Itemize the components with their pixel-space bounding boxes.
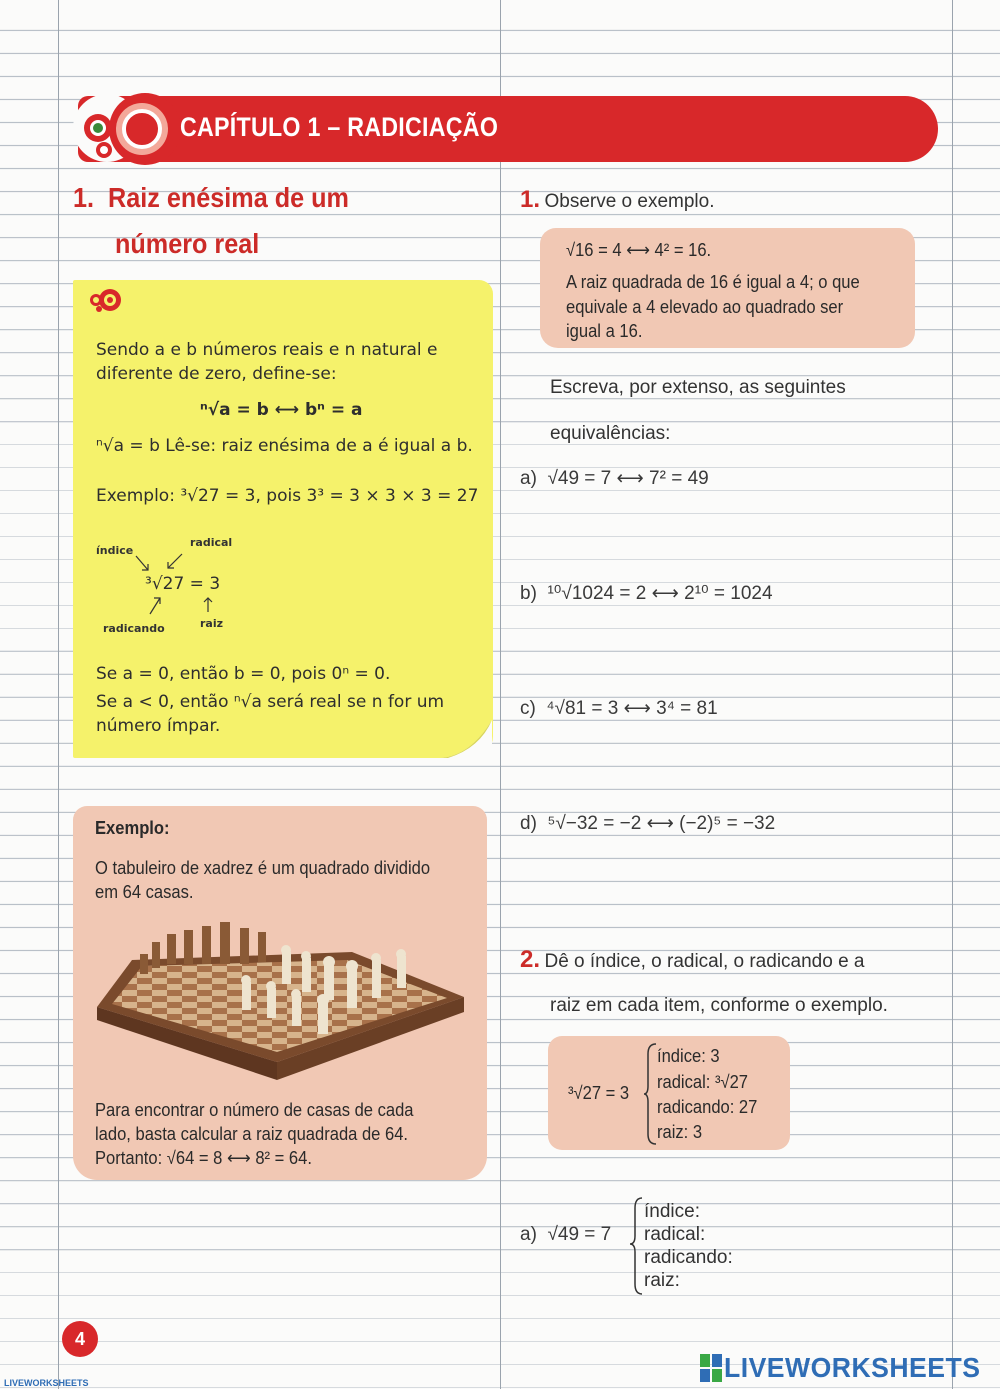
q2-item-a-brace — [630, 1196, 644, 1296]
target-circles-icon — [70, 92, 180, 167]
q2-example-brace — [644, 1042, 658, 1146]
diagram-label-indice: índice — [96, 544, 134, 557]
rule-negative-line1: Se a < 0, então ⁿ√a será real se n for um — [96, 692, 445, 712]
q1-item-d — [520, 812, 775, 835]
section-title-text1: Raiz enésima de um — [108, 182, 349, 213]
q1-item-b-label: b) — [520, 583, 537, 604]
q1-item-b-answer-input[interactable] — [545, 615, 945, 659]
section-title-line2: número real — [115, 228, 260, 259]
q2-item-a-raiz-input[interactable] — [686, 1268, 932, 1292]
q2-item-a — [520, 1224, 611, 1246]
q2-number: 2. — [520, 946, 541, 973]
q1-number: 1. — [520, 186, 541, 213]
chess-bottom-line2: lado, basta calcular a raiz quadrada de 64. — [95, 1124, 409, 1144]
q1-item-a — [520, 467, 709, 490]
margin-line-left — [58, 0, 59, 1389]
section-number: 1. — [73, 182, 95, 213]
q1-box-equation: √16 = 4 ⟷ 4² = 16. — [566, 240, 712, 260]
diagram-label-radical: radical — [190, 536, 233, 549]
q2-item-a-radical-label: radical: — [644, 1224, 706, 1245]
definition-reading: ⁿ√a = b Lê-se: raiz enésima de a é igual a b. — [96, 436, 473, 456]
q1-item-a-expr: √49 = 7 ⟷ 7² = 49 — [547, 468, 709, 489]
diagram-label-raiz: raiz — [200, 617, 224, 630]
q2-item-a-raiz-label: raiz: — [644, 1270, 680, 1291]
margin-line-right — [952, 0, 953, 1389]
small-target-icon — [86, 287, 126, 315]
page-curl-icon — [440, 718, 495, 760]
q1-item-b-expr: ¹⁰√1024 = 2 ⟷ 2¹⁰ = 1024 — [547, 583, 773, 604]
q1-item-c — [520, 697, 718, 720]
q2-example-radicando: radicando: 27 — [657, 1097, 758, 1117]
q1-item-a-answer-input[interactable] — [545, 500, 945, 544]
q2-example-lhs: ³√27 = 3 — [568, 1083, 630, 1103]
q1-box-line3: igual a 16. — [566, 321, 643, 341]
chess-bottom-line3: Portanto: √64 = 8 ⟷ 8² = 64. — [95, 1148, 312, 1168]
q2-item-a-radical-input[interactable] — [716, 1222, 932, 1246]
margin-line-center — [500, 0, 501, 1389]
q2-example-radical: radical: ³√27 — [657, 1072, 749, 1092]
q1-instruction-line2: equivalências: — [550, 423, 671, 444]
q1-item-c-answer-input[interactable] — [545, 730, 945, 774]
q2-example-indice: índice: 3 — [657, 1046, 720, 1066]
q1-item-d-label: d) — [520, 813, 537, 834]
q1-item-d-answer-input[interactable] — [545, 845, 945, 889]
q2-item-a-radicando-label: radicando: — [644, 1247, 733, 1268]
diagram-expression: ³√27 = 3 — [145, 574, 221, 594]
q2-item-a-label: a) — [520, 1224, 537, 1245]
q2-example-raiz: raiz: 3 — [657, 1122, 703, 1142]
chess-example-line2: em 64 casas. — [95, 882, 194, 902]
q2-item-a-indice-label: índice: — [644, 1201, 700, 1222]
diagram-label-radicando: radicando — [103, 622, 165, 635]
watermark-small: LIVEWORKSHEETS — [4, 1378, 89, 1388]
definition-line2: diferente de zero, define-se: — [96, 364, 337, 384]
liveworksheets-logo-icon — [700, 1354, 722, 1382]
q1-item-a-label: a) — [520, 468, 537, 489]
chess-example-line1: O tabuleiro de xadrez é um quadrado dividido — [95, 858, 431, 878]
chess-bottom-line1: Para encontrar o número de casas de cada — [95, 1100, 414, 1120]
q1-box-line1: A raiz quadrada de 16 é igual a 4; o que — [566, 272, 860, 292]
q2-item-a-indice-input[interactable] — [712, 1199, 932, 1223]
page-number-badge: 4 — [62, 1321, 98, 1357]
definition-formula: ⁿ√a = b ⟷ bⁿ = a — [200, 400, 363, 420]
q2-prompt-line2: raiz em cada item, conforme o exemplo. — [550, 995, 888, 1016]
chessboard-image — [92, 912, 472, 1090]
chapter-title: CAPÍTULO 1 – RADICIAÇÃO — [180, 112, 499, 142]
q2-heading — [520, 946, 865, 974]
q2-item-a-radicando-input[interactable] — [746, 1245, 932, 1269]
rule-negative-line2: número ímpar. — [96, 716, 221, 736]
watermark-large: LIVEWORKSHEETS — [724, 1352, 981, 1383]
chess-example-title: Exemplo: — [95, 818, 170, 838]
q2-item-a-expr: √49 = 7 — [547, 1224, 612, 1245]
definition-example: Exemplo: ³√27 = 3, pois 3³ = 3 × 3 × 3 = 27 — [96, 486, 479, 506]
q1-item-b — [520, 582, 773, 605]
q2-prompt-line1: Dê o índice, o radical, o radicando e a — [544, 951, 865, 972]
rule-zero: Se a = 0, então b = 0, pois 0ⁿ = 0. — [96, 664, 391, 684]
q1-heading — [520, 186, 715, 214]
diagram-arrows — [130, 552, 220, 622]
q1-prompt: Observe o exemplo. — [544, 191, 715, 212]
section-title-line1 — [73, 182, 349, 214]
definition-line1: Sendo a e b números reais e n natural e — [96, 340, 438, 360]
q1-instruction-line1: Escreva, por extenso, as seguintes — [550, 377, 846, 398]
q1-item-c-expr: ⁴√81 = 3 ⟷ 3⁴ = 81 — [546, 698, 718, 719]
q1-box-line2: equivale a 4 elevado ao quadrado ser — [566, 297, 844, 317]
q1-item-c-label: c) — [520, 698, 536, 719]
q1-item-d-expr: ⁵√−32 = −2 ⟷ (−2)⁵ = −32 — [547, 813, 776, 834]
